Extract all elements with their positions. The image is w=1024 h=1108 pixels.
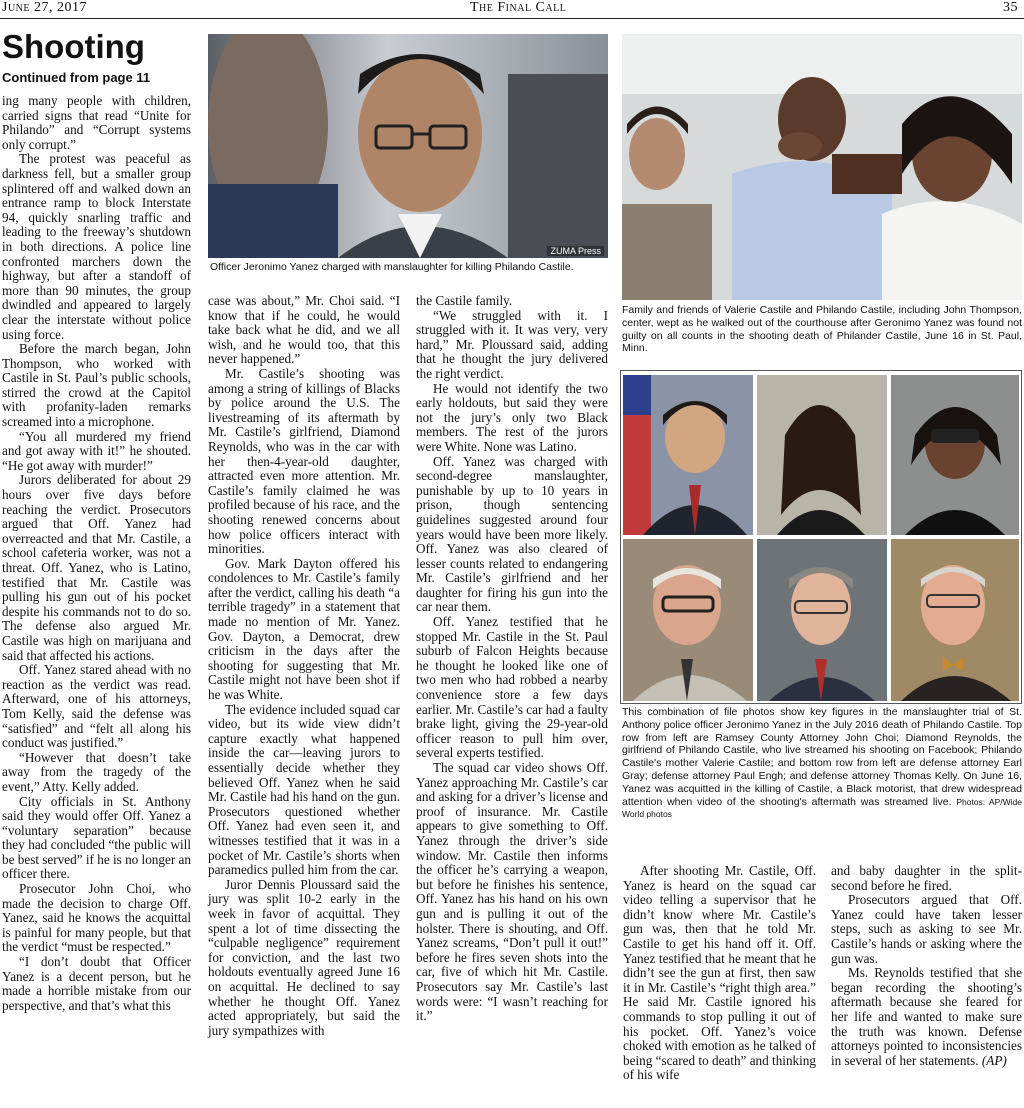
headline: Shooting [2, 28, 145, 65]
article-paragraph: City officials in St. Anthony said they would offer Off. Yanez a “voluntary separation” because they had concluded “the public will be best served” if he is no longer an officer there. [2, 793, 191, 882]
continued-note: Continued from page 11 [2, 70, 151, 85]
article-paragraph: “I don’t doubt that Officer Yanez is a decent person, but he made a horrible mistake from our perspective, and that’s what this [2, 954, 191, 1013]
photo-diamond-reynolds [757, 375, 887, 535]
photo-grid [620, 370, 1022, 704]
article-paragraph: the Castile family. [416, 293, 513, 308]
signoff: (AP) [981, 1052, 1007, 1068]
newspaper-name: The Final Call [470, 0, 567, 15]
article-paragraph: He would not identify the two early holdouts, but said they were not the jury’s only two Black members. The rest of the jurors were White. None was Latino. [416, 380, 608, 454]
photo-earl-gray [623, 539, 753, 701]
article-paragraph: Off. Yanez was charged with second-degree manslaughter, punishable by up to 10 years in prison, though sentencing guidelines suggested around four years would have been more likely. Off. Yanez was also cleared of lesser counts related to endangering Mr. Castile’s girlfriend and her daughter for firing his gun into the car near them. [416, 453, 608, 615]
article-paragraph: Ms. Reynolds testified that she began recording the shooting’s aftermath because she feared for her life and wanted to make sure the truth was known. Defense attorneys pointed to inconsistencies in several of her statements. (AP) [831, 965, 1022, 1068]
caption-family: Family and friends of Valerie Castile and Philando Castile, including John Thompson, center, wept as he walked out of the courthouse after Geronimo Yanez was found not guilty on all counts in the shooting death of Philander Castile, June 16 in St. Paul, Minn. [622, 304, 1022, 355]
photo-credit-zuma: ZUMA Press [547, 246, 604, 256]
article-paragraph: “However that doesn’t take away from the tragedy of the event,” Atty. Kelly added. [2, 749, 191, 794]
article-paragraph: After shooting Mr. Castile, Off. Yanez is heard on the squad car video telling a supervisor that he didn’t know where Mr. Castile’s gun was, then that he told Mr. Castile to get his hand off it. Off. Yanez testified that he meant that he didn’t see the gun at first, then saw it in Mr. Castile’s “right thigh area.” He said Mr. Castile ignored his commands to stop pulling it out of his pocket. Off. Yanez’s voice choked with emotion as he talked of being “scared to death” and thinking of his wife [623, 863, 816, 1083]
article-paragraph: The squad car video shows Off. Yanez approaching Mr. Castile’s car and asking for a driver’s license and proof of insurance. Mr. Castile appears to give something to Off. Yanez through the driver’s side window. Mr. Castile then informs the officer he’s carrying a weapon, but before he finishes his sentence, Off. Yanez has his hand on his own gun and is pulling it out of the holster. There is shouting, and Off. Yanez screams, “Don’t pull it out!” before he fires seven shots into the car, five of which hit Mr. Castile. Prosecutors say Mr. Castile’s last words were: “I wasn’t reaching for it.” [416, 760, 608, 1024]
article-paragraph: Off. Yanez stared ahead with no reaction as the verdict was read. Afterward, one of his attorneys, Tom Kelly, said the defense was “satisfied” and “felt all along his conduct was justified.” [2, 662, 191, 751]
article-paragraph: and baby daughter in the split-second before he fired. [831, 863, 1022, 893]
photo-family [622, 34, 1022, 300]
yanez-portrait-image [208, 34, 608, 258]
article-column-2 [208, 294, 400, 1106]
photo-paul-engh [757, 539, 887, 701]
article-paragraph: Prosecutor John Choi, who made the decision to charge Off. Yanez, said he knows the acquittal is painful for many people, but that the verdict “must be respected.” [2, 881, 191, 955]
caption-yanez: Officer Jeronimo Yanez charged with manslaughter for killing Philando Castile. [210, 261, 574, 273]
article-paragraph: Before the march began, John Thompson, who worked with Castile in St. Paul’s public schools, stirred the crowd at the Capitol with profanity-laden remarks screamed into a microphone. [2, 341, 191, 430]
article-paragraph: The evidence included squad car video, but its wide view didn’t capture exactly what happened inside the car—leaving jurors to essentially decide whether they believed Off. Yanez when he said Mr. Castile had his hand on the gun. Prosecutors questioned whether Off. Yanez had even seen it, and witnesses testified that it was in a pocket of Mr. Castile’s shorts when paramedics pulled him from the car. [208, 701, 400, 878]
issue-date: June 27, 2017 [2, 0, 87, 15]
photo-valerie-castile [891, 375, 1019, 535]
article-paragraph: Jurors deliberated for about 29 hours over five days before reaching the verdict. Prosecutors argued that Off. Yanez had overreacted and that Mr. Castile, a school cafeteria worker, was not a threat. Off. Yanez, who is Latino, testified that Mr. Castile was pulling his gun out of his pocket despite his commands not to do so. The defense also argued Mr. Castile was high on marijuana and said that affected his actions. [2, 472, 191, 663]
article-paragraph: Gov. Mark Dayton offered his condolences to Mr. Castile’s family after the verdict, calling his death “a terrible tragedy” in a statement that made no mention of Mr. Yanez. Gov. Dayton, a Democrat, drew criticism in the days after the shooting for suggesting that Mr. Castile might not have been shot if he was White. [208, 555, 400, 703]
article-paragraph: case was about,” Mr. Choi said. “I know that if he could, he would take back what he did, and we all wish, and he would too, that this never happened.” [208, 293, 400, 367]
page-header [0, 0, 1024, 19]
article-paragraph: The protest was peaceful as darkness fell, but a smaller group splintered off and walked down an entrance ramp to block Interstate 94, quickly snarling traffic and leading to the freeway’s shutdown in both directions. A police line confronted marchers down the highway, but after a standoff of more than 90 minutes, the group dwindled and appeared to largely clear the interstate without police using force. [2, 151, 191, 342]
article-paragraph: Juror Dennis Ploussard said the jury was split 10-2 early in the week in favor of acquittal. They spent a lot of time dissecting the “culpable negligence” requirement for conviction, and the last two holdouts eventually agreed June 16 on acquittal. He declined to say whether he thought Off. Yanez acted appropriately, but said the jury sympathizes with [208, 876, 400, 1038]
article-column-3 [416, 294, 608, 1106]
photo-yanez [208, 34, 608, 258]
article-column-1 [2, 94, 191, 1104]
article-paragraph: Off. Yanez testified that he stopped Mr. Castile in the St. Paul suburb of Falcon Heights because he thought he looked like one of two men who had robbed a nearby convenience store a few days earlier. Mr. Castile’s car had a faulty brake light, giving the 29-year-old officer reason to pull him over, several experts testified. [416, 614, 608, 761]
article-paragraph: Prosecutors argued that Off. Yanez could have taken lesser steps, such as asking to see Mr. Castile’s hands or asking where the gun was. [831, 892, 1022, 966]
caption-grid [622, 706, 1022, 821]
article-paragraph: Mr. Castile’s shooting was among a string of killings of Blacks by police around the U.S. The livestreaming of its aftermath by Mr. Castile’s girlfriend, Diamond Reynolds, who was in the car with her then-4-year-old daughter, attracted even more attention. Mr. Castile’s family claimed he was profiled because of his race, and the shooting renewed concerns about how police officers interact with minorities. [208, 365, 400, 557]
page-number: 35 [1003, 0, 1018, 15]
article-paragraph: ing many people with children, carried signs that read “Unite for Philando” and “Corrupt systems only corrupt.” [2, 93, 191, 152]
article-column-5 [831, 864, 1022, 1104]
photo-john-choi [623, 375, 753, 535]
photo-credit-ap: Photos: AP/Wide World photos [622, 796, 1022, 820]
caption-grid-text: This combination of file photos show key figures in the manslaughter trial of St. Anthony police officer Jeronimo Yanez in the July 2016 death of Philando Castile. Top row from left are Ramsey County Attorney John Choi; Diamond Reynolds, the girlfriend of Philando Castile, who live streamed his shooting on Facebook; Philando Castile's mother Valerie Castile; and bottom row from left are defense attorney Earl Gray; defense attorney Paul Engh; and defense attorney Thomas Kelly. On June 16, Yanez was acquitted in the killing of Castile, a Black motorist, that drew widespread attention when video of the shooting's aftermath was streamed live. [622, 706, 1022, 808]
family-image [622, 34, 1022, 300]
article-paragraph: “You all murdered my friend and got away with it!” he shouted. “He got away with murder!” [2, 428, 191, 473]
article-column-4 [623, 864, 816, 1104]
photo-thomas-kelly [891, 539, 1019, 701]
article-paragraph: “We struggled with it. I struggled with it. It was very, very hard,” Mr. Ploussard said, adding that he thought the jury delivered the right verdict. [416, 307, 608, 381]
